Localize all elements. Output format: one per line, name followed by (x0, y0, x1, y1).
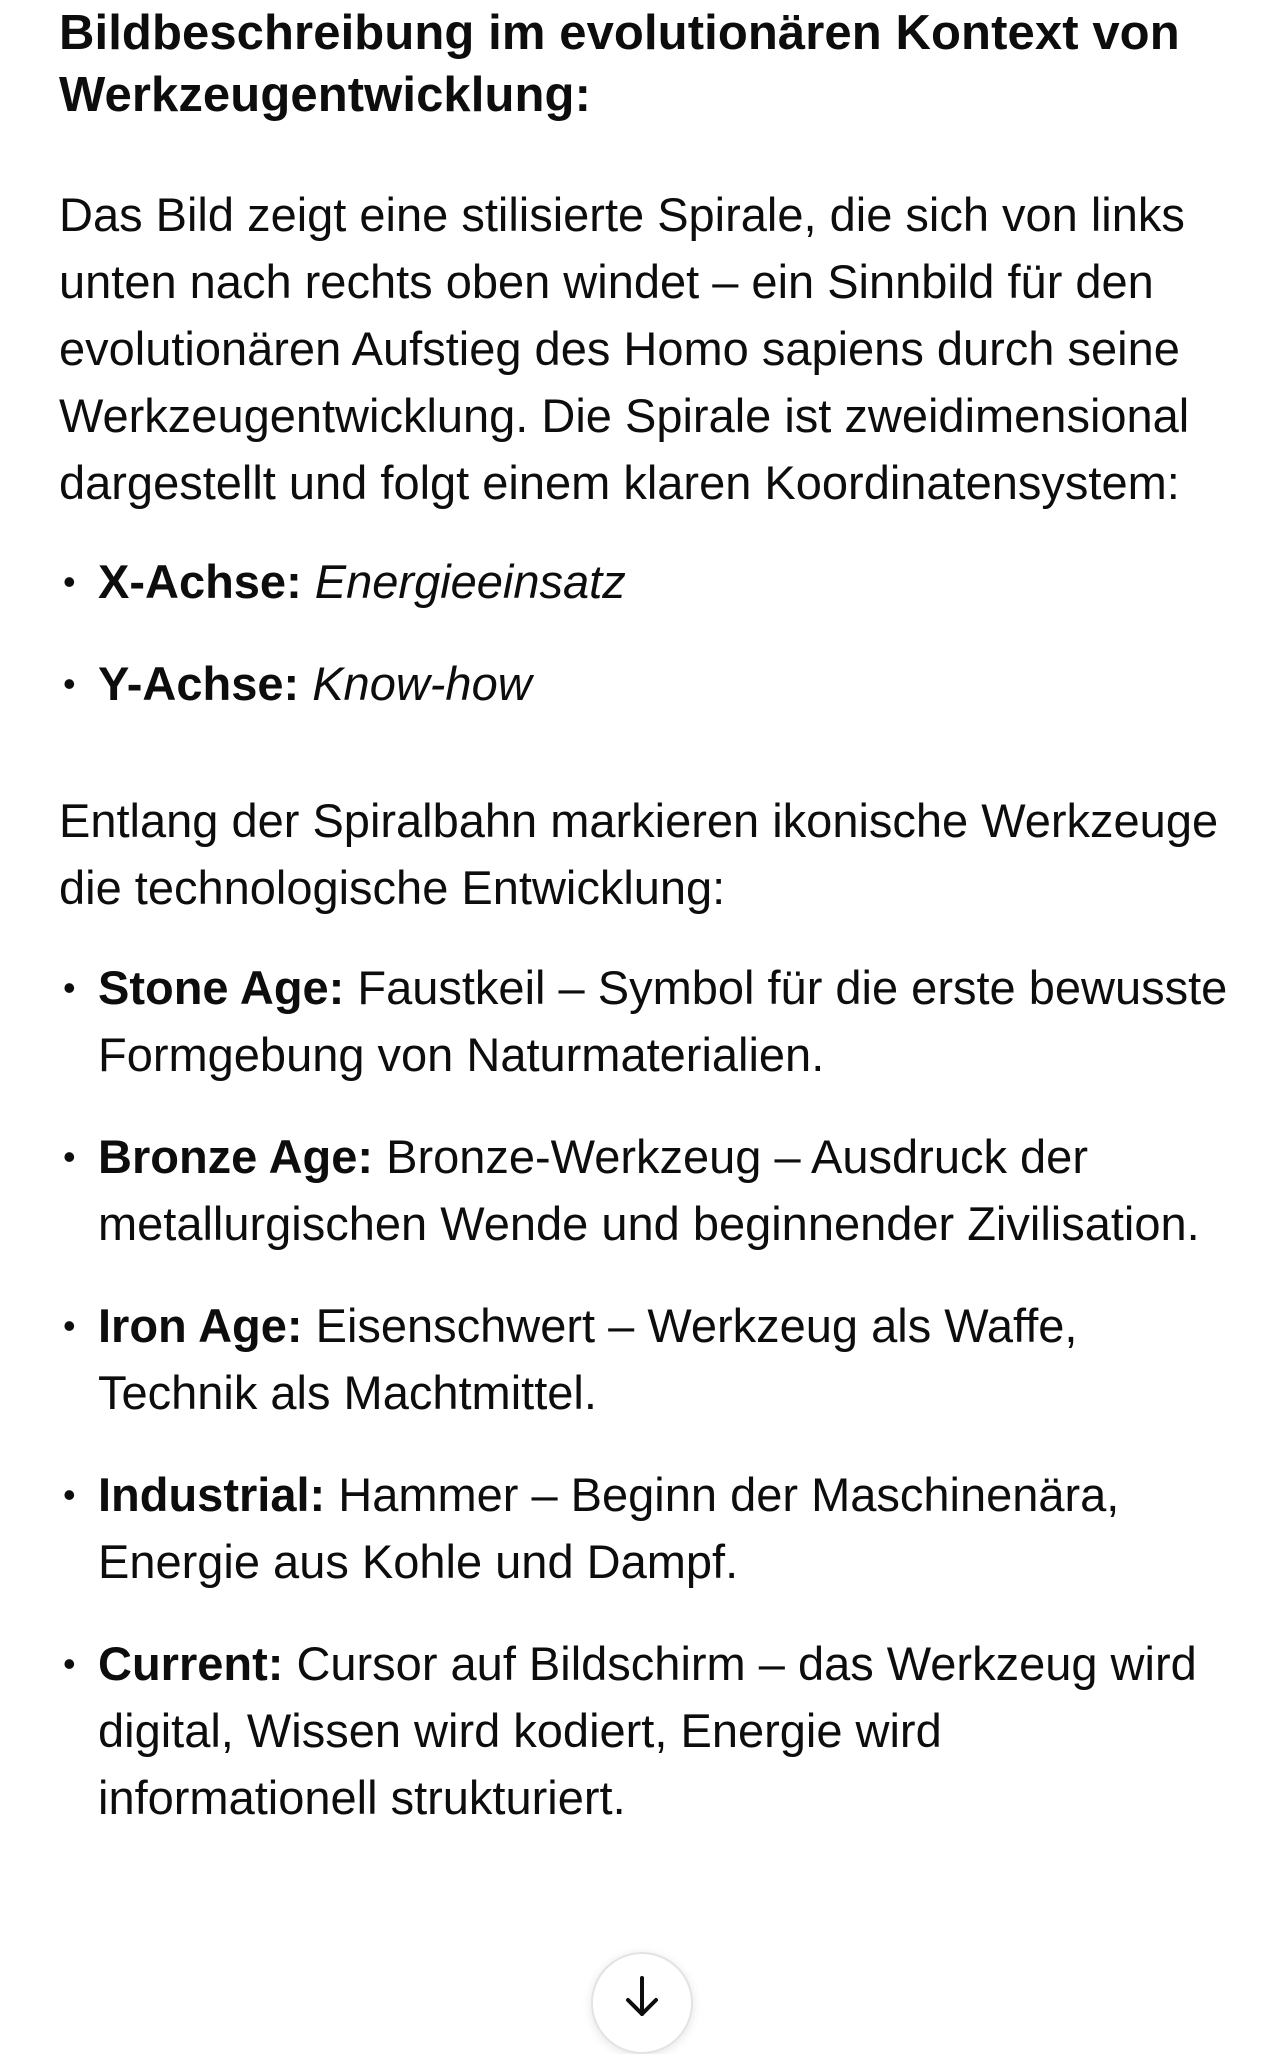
bullet: • (63, 1474, 76, 1515)
era-description: Cursor auf Bildschirm – das Werkzeug wird digital, Wissen wird kodiert, Energie wird informationell strukturiert. (98, 1637, 1197, 1824)
era-description: Hammer – Beginn der Maschinenära, Energie aus Kohle und Dampf. (98, 1468, 1120, 1588)
tool-list (59, 954, 1229, 1831)
section-heading: Bildbeschreibung im evolutionären Kontext von Werkzeugentwicklung: (59, 6, 1180, 122)
list-item (59, 1630, 1229, 1831)
bullet: • (63, 561, 76, 602)
era-description: Bronze-Werkzeug – Ausdruck der metallurgischen Wende und beginnender Zivilisation. (98, 1130, 1200, 1250)
intro-paragraph: Das Bild zeigt eine stilisierte Spirale, die sich von links unten nach rechts oben windet – ein Sinnbild für den evolutionären Aufstieg des Homo sapiens durch seine Werkzeugentwicklung. Die Spirale ist zweidimensional dargestellt und folgt einem klaren Koordinatensystem: (59, 188, 1190, 509)
era-description: Eisenschwert – Werkzeug als Waffe, Technik als Machtmittel. (98, 1299, 1078, 1419)
list-item (59, 548, 1229, 615)
bullet: • (63, 1643, 76, 1684)
tools-intro-paragraph: Entlang der Spiralbahn markieren ikonische Werkzeuge die technologische Entwicklung: (59, 794, 1219, 914)
axis-label: Y-Achse: (98, 657, 300, 710)
scroll-to-bottom-button[interactable] (591, 1952, 693, 2054)
message-content (59, 0, 1229, 1866)
list-item (59, 1292, 1229, 1426)
axis-value: Energieeinsatz (314, 555, 626, 608)
bullet: • (63, 663, 76, 704)
list-item (59, 1123, 1229, 1257)
axis-list (59, 548, 1229, 717)
era-label: Iron Age: (98, 1299, 303, 1352)
axis-value: Know-how (312, 657, 532, 710)
axis-label: X-Achse: (98, 555, 302, 608)
list-item (59, 1461, 1229, 1595)
era-label: Current: (98, 1637, 284, 1690)
bullet: • (63, 1305, 76, 1346)
era-label: Bronze Age: (98, 1130, 374, 1183)
era-label: Stone Age: (98, 961, 345, 1014)
list-item (59, 650, 1229, 717)
bullet: • (63, 1136, 76, 1177)
era-label: Industrial: (98, 1468, 326, 1521)
list-item (59, 954, 1229, 1088)
arrow-down-icon (622, 1974, 662, 2020)
era-description: Faustkeil – Symbol für die erste bewusste Formgebung von Naturmaterialien. (98, 961, 1228, 1081)
bullet: • (63, 967, 76, 1008)
